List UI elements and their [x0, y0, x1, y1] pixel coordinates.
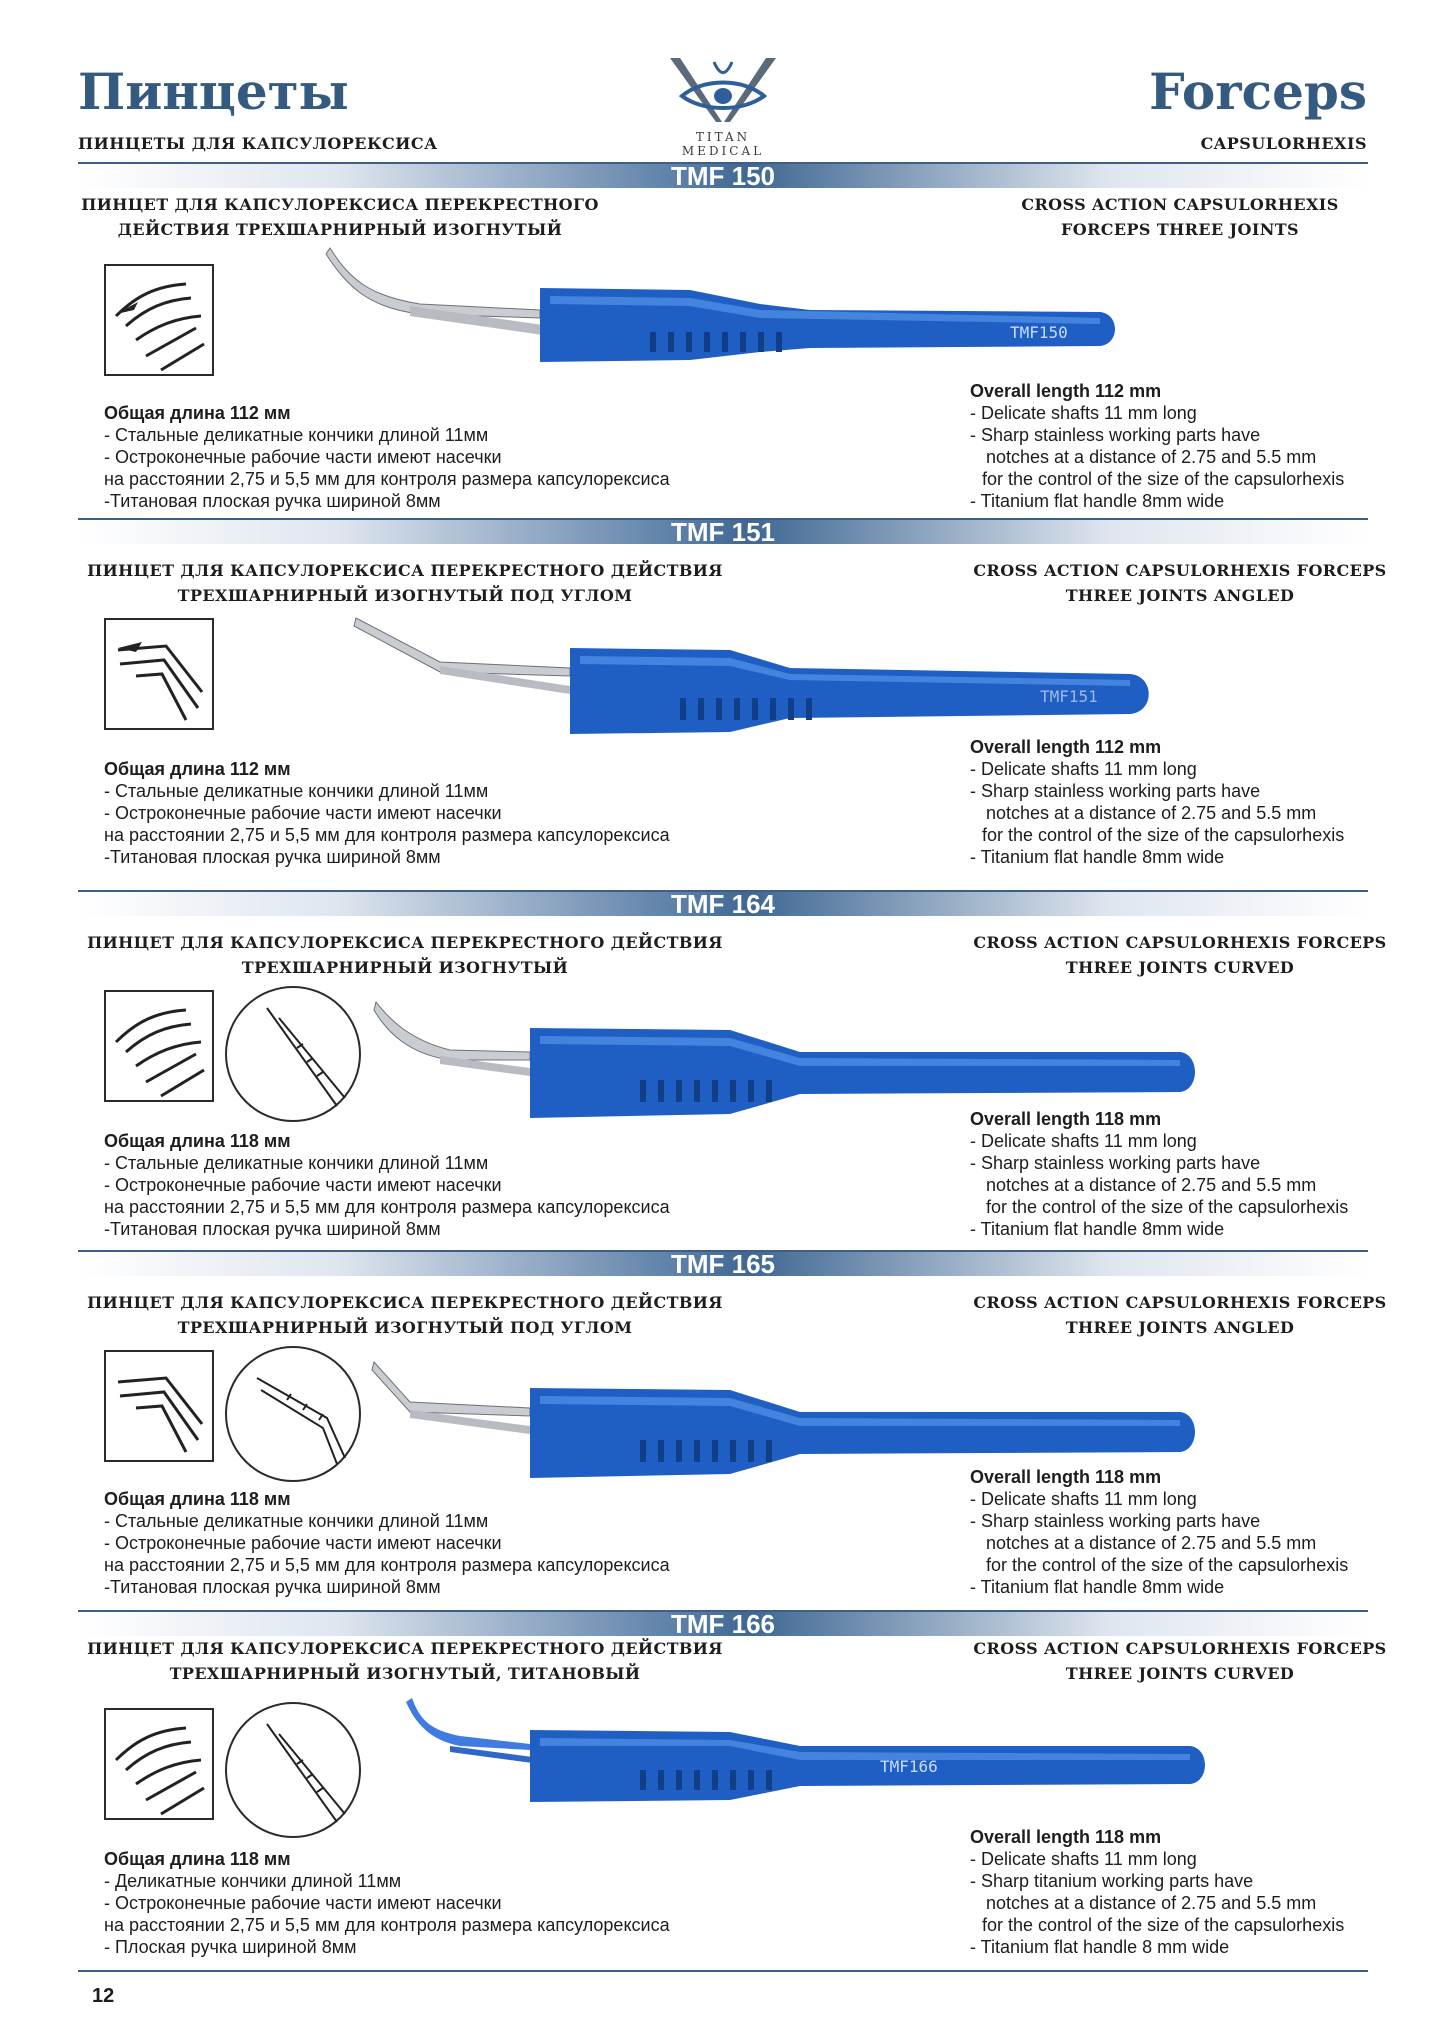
tip-schema-drawing — [104, 264, 214, 376]
logo-text-medical: MEDICAL — [681, 144, 765, 158]
product-title-en: CROSS ACTION CAPSULORHEXIS FORCEPS THREE JOINTS — [1021, 195, 1339, 239]
specs-en: Overall length 112 mm - Delicate shafts 11 mm long - Sharp stainless working parts have notches at a distance of 2.75 and 5.5 mm for the control of the size of the capsulorhexis - Titanium flat handle 8mm wide — [970, 381, 1345, 511]
product-title-ru: ПИНЦЕТ ДЛЯ КАПСУЛОРЕКСИСА ПЕРЕКРЕСТНОГО ДЕЙСТВИЯ ТРЕХШАРНИРНЫЙ ИЗОГНУТЫЙ ПОД УГЛОМ — [87, 1293, 723, 1337]
product-code: TMF 151 — [670, 517, 776, 547]
product-title-ru: ПИНЦЕТ ДЛЯ КАПСУЛОРЕКСИСА ПЕРЕКРЕСТНОГО ДЕЙСТВИЯ ТРЕХШАРНИРНЫЙ ИЗОГНУТЫЙ — [81, 195, 599, 239]
page-number: 12 — [92, 1985, 115, 2007]
product-title-en: CROSS ACTION CAPSULORHEXIS FORCEPS THREE JOINTS ANGLED — [973, 561, 1387, 605]
product-title-ru: ПИНЦЕТ ДЛЯ КАПСУЛОРЕКСИСА ПЕРЕКРЕСТНОГО ДЕЙСТВИЯ ТРЕХШАРНИРНЫЙ ИЗОГНУТЫЙ — [87, 933, 723, 977]
product-title-en: CROSS ACTION CAPSULORHEXIS FORCEPS THREE JOINTS CURVED — [973, 933, 1387, 977]
logo-text-titan: TITAN — [695, 130, 751, 144]
page-title-en: Forceps — [1149, 62, 1367, 121]
tip-schema-drawing — [104, 990, 214, 1102]
specs-en: Overall length 118 mm - Delicate shafts 11 mm long - Sharp stainless working parts have notches at a distance of 2.75 and 5.5 mm for the control of the size of the capsulorhexis - Titanium flat handle 8mm wide — [970, 1109, 1349, 1239]
specs-ru: Общая длина 118 мм - Стальные деликатные кончики длиной 11мм - Остроконечные рабочие части имеют насечки на расстоянии 2,75 и 5,5 мм для контроля размера капсулорексиса -Титановая плоская ручка шириной 8мм — [104, 1131, 670, 1239]
tip-zoom-detail — [225, 986, 361, 1122]
product-title-ru: ПИНЦЕТ ДЛЯ КАПСУЛОРЕКСИСА ПЕРЕКРЕСТНОГО ДЕЙСТВИЯ ТРЕХШАРНИРНЫЙ ИЗОГНУТЫЙ ПОД УГЛОМ — [87, 561, 723, 605]
specs-ru: Общая длина 112 мм - Стальные деликатные кончики длиной 11мм - Остроконечные рабочие части имеют насечки на расстоянии 2,75 и 5,5 мм для контроля размера капсулорексиса -Титановая плоская ручка шириной 8мм — [104, 403, 670, 511]
product-code-band — [78, 890, 1368, 918]
product-code: TMF 166 — [670, 1609, 776, 1639]
tip-zoom-detail — [225, 1702, 361, 1838]
specs-ru: Общая длина 118 мм - Деликатные кончики длиной 11мм - Остроконечные рабочие части имеют насечки на расстоянии 2,75 и 5,5 мм для контроля размера капсулорексиса - Плоская ручка шириной 8мм — [104, 1849, 670, 1957]
tip-schema-drawing — [104, 1350, 214, 1462]
svg-text:TMF166: TMF166 — [880, 1757, 938, 1776]
page-subtitle-ru: ПИНЦЕТЫ ДЛЯ КАПСУЛОРЕКСИСА — [78, 134, 438, 153]
specs-en: Overall length 118 mm - Delicate shafts 11 mm long - Sharp stainless working parts have notches at a distance of 2.75 and 5.5 mm for the control of the size of the capsulorhexis - Titanium flat handle 8mm wide — [970, 1467, 1349, 1597]
specs-en: Overall length 112 mm - Delicate shafts 11 mm long - Sharp stainless working parts have notches at a distance of 2.75 and 5.5 mm for the control of the size of the capsulorhexis - Titanium flat handle 8mm wide — [970, 737, 1345, 867]
specs-ru: Общая длина 118 мм - Стальные деликатные кончики длиной 11мм - Остроконечные рабочие части имеют насечки на расстоянии 2,75 и 5,5 мм для контроля размера капсулорексиса -Титановая плоская ручка шириной 8мм — [104, 1489, 670, 1597]
tip-zoom-detail — [225, 1346, 361, 1482]
footer-divider — [78, 1970, 1368, 1972]
product-code-band — [78, 1250, 1368, 1278]
product-title-en: CROSS ACTION CAPSULORHEXIS FORCEPS THREE JOINTS CURVED — [973, 1639, 1387, 1683]
page-title-ru: Пинцеты — [78, 62, 349, 121]
product-title-en: CROSS ACTION CAPSULORHEXIS FORCEPS THREE JOINTS ANGLED — [973, 1293, 1387, 1337]
specs-en: Overall length 118 mm - Delicate shafts 11 mm long - Sharp titanium working parts have notches at a distance of 2.75 and 5.5 mm for the control of the size of the capsulorhexis - Titanium flat handle 8 mm wide — [970, 1827, 1345, 1957]
svg-text:TMF151: TMF151 — [1040, 687, 1098, 706]
page-subtitle-en: CAPSULORHEXIS — [1200, 134, 1367, 153]
logo-emblem-icon — [658, 52, 788, 132]
titan-medical-logo — [658, 52, 788, 164]
product-code: TMF 164 — [670, 889, 776, 919]
forceps-tmf151-image — [350, 608, 1170, 748]
svg-text:TMF150: TMF150 — [1010, 323, 1068, 342]
forceps-tmf150-image — [320, 240, 1140, 380]
product-code-band — [78, 162, 1368, 190]
product-code-band — [78, 518, 1368, 546]
product-code: TMF 150 — [670, 161, 776, 191]
product-code: TMF 165 — [670, 1249, 776, 1279]
forceps-tmf166-image — [400, 1690, 1220, 1810]
product-title-ru: ПИНЦЕТ ДЛЯ КАПСУЛОРЕКСИСА ПЕРЕКРЕСТНОГО ДЕЙСТВИЯ ТРЕХШАРНИРНЫЙ ИЗОГНУТЫЙ, ТИТАНОВЫЙ — [87, 1639, 723, 1683]
tip-schema-drawing — [104, 618, 214, 730]
tip-schema-drawing — [104, 1708, 214, 1820]
product-code-band — [78, 1610, 1368, 1638]
specs-ru: Общая длина 112 мм - Стальные деликатные кончики длиной 11мм - Остроконечные рабочие части имеют насечки на расстоянии 2,75 и 5,5 мм для контроля размера капсулорексиса -Титановая плоская ручка шириной 8мм — [104, 759, 670, 867]
